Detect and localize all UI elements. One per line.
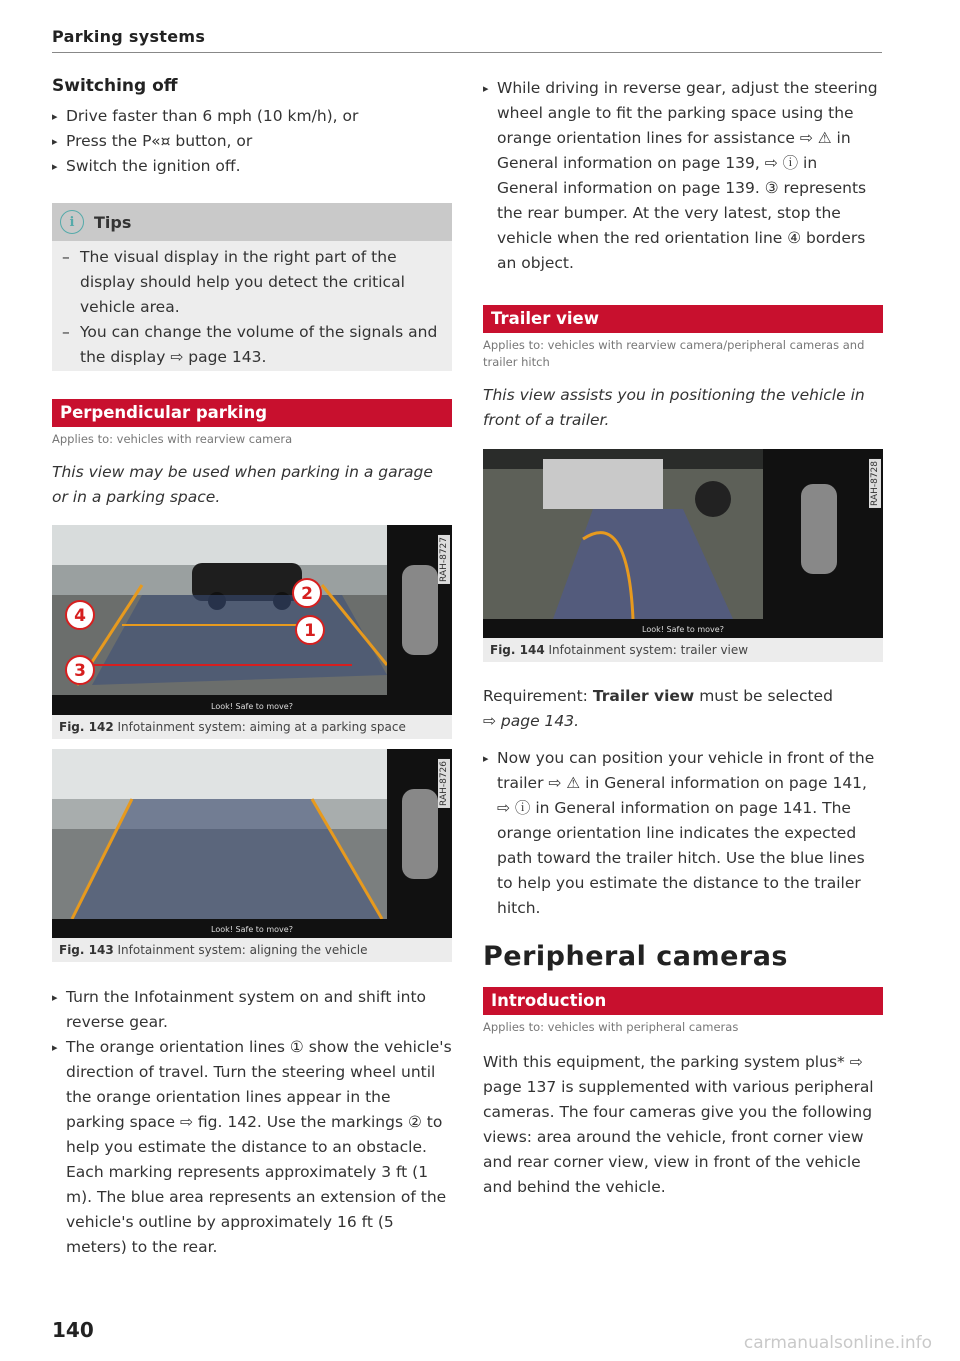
reverse-instruction: ▸ While driving in reverse gear, adjust the steering wheel angle to fit the parking space using the orange orientation lines for assistance ⇨ ⚠ in General information on page 139, ⇨ ⓘ in General information on page 139. ③ represents the rear bumper. At the very latest, stop the vehicle when the red orientation line ④ borders an object. — [483, 76, 883, 276]
applies-to-note: Applies to: vehicles with rearview camera/peripheral cameras and trailer hitch — [483, 338, 865, 369]
right-column — [483, 76, 883, 276]
figure-caption-text: Infotainment system: aligning the vehicle — [117, 943, 368, 957]
perpendicular-parking-bar: Perpendicular parking — [52, 399, 452, 427]
watermark: carmanualsonline.info — [743, 1333, 932, 1353]
figure-142 — [52, 525, 452, 739]
safety-message: Look! Safe to move? — [211, 925, 293, 934]
tips-box — [52, 203, 452, 371]
figure-caption — [52, 938, 452, 962]
introduction-bar: Introduction — [483, 987, 883, 1015]
instruction-steps — [52, 985, 452, 1260]
switching-off-heading: Switching off — [52, 76, 178, 96]
info-icon: i — [60, 210, 84, 234]
safety-message: Look! Safe to move? — [642, 625, 724, 634]
bullet-item: ▸ Switch the ignition off. — [52, 154, 452, 179]
page-number: 140 — [52, 1318, 94, 1342]
marker-3: 3 — [74, 661, 86, 681]
car-top-view — [801, 484, 837, 574]
marker-4: 4 — [74, 606, 86, 626]
car-top-view — [402, 565, 438, 655]
bullet-item: ▸ Press the P«¤ button, or — [52, 129, 452, 154]
trailer-view-bar: Trailer view — [483, 305, 883, 333]
trailer-intro: This view assists you in positioning the vehicle in front of a trailer. — [483, 386, 865, 429]
instruction-step: ▸ The orange orientation lines ① show the vehicle's direction of travel. Turn the steering wheel until the orange orientation lines appear in the parking space ⇨ fig. 142. Use the markings ② to help you estimate the distance to an obstacle. Each marking represents approximately 3 ft (1 m). The blue area represents an extension of the vehicle's outline by approximately 16 ft (5 meters) to the rear. — [52, 1035, 452, 1260]
perpendicular-section — [52, 399, 452, 510]
figure-caption — [52, 715, 452, 739]
left-column — [52, 76, 452, 179]
car-top-view — [402, 789, 438, 879]
figure-caption — [483, 638, 883, 662]
requirement-suffix: must be selected — [699, 687, 833, 705]
trailer-shape — [543, 459, 663, 509]
running-header: Parking systems — [52, 27, 206, 46]
header-rule — [52, 52, 882, 53]
requirement-prefix: Requirement: — [483, 687, 588, 705]
tips-item: – You can change the volume of the signals and the display ⇨ page 143. — [52, 320, 444, 370]
figure-reference: RAH-8727 — [439, 537, 449, 582]
rearview-camera-image — [52, 749, 452, 938]
applies-to-note: Applies to: vehicles with peripheral cameras — [483, 1020, 739, 1034]
figure-label: Fig. 142 — [59, 720, 114, 734]
perpendicular-intro: This view may be used when parking in a garage or in a parking space. — [52, 463, 433, 506]
applies-to-note: Applies to: vehicles with rearview camera — [52, 432, 293, 446]
camera-screen-144 — [483, 449, 883, 638]
figure-label: Fig. 144 — [490, 643, 545, 657]
marker-1: 1 — [304, 621, 316, 641]
bullet-item: ▸ Drive faster than 6 mph (10 km/h), or — [52, 104, 452, 129]
camera-screen-142 — [52, 525, 452, 715]
figure-143 — [52, 749, 452, 962]
peripheral-cameras-heading: Peripheral cameras — [483, 941, 788, 972]
figure-reference: RAH-8728 — [870, 461, 880, 506]
figure-caption-text: Infotainment system: aiming at a parking space — [117, 720, 406, 734]
tips-header — [52, 203, 452, 241]
requirement-bold: Trailer view — [592, 687, 695, 705]
figure-reference: RAH-8726 — [439, 761, 449, 806]
trailer-instruction: ▸ Now you can position your vehicle in front of the trailer ⇨ ⚠ in General information on page 141, ⇨ ⓘ in General information on page 141. The orange orientation line indicates the expected path toward the trailer hitch. Use the blue lines to help you estimate the distance to the trailer hitch. — [483, 746, 883, 921]
figure-label: Fig. 143 — [59, 943, 114, 957]
requirement-paragraph — [483, 684, 883, 921]
instruction-step: ▸ Turn the Infotainment system on and shift into reverse gear. — [52, 985, 452, 1035]
introduction-section — [483, 987, 883, 1200]
requirement-text — [483, 684, 883, 734]
requirement-ref[interactable]: ⇨ page 143. — [483, 712, 580, 730]
trailer-section — [483, 305, 883, 433]
tips-title: Tips — [94, 212, 132, 232]
camera-screen-143 — [52, 749, 452, 938]
figure-144 — [483, 449, 883, 662]
trailer-camera-image — [483, 449, 883, 638]
introduction-text: With this equipment, the parking system plus* ⇨ page 137 is supplemented with various peripheral cameras. The four cameras give you the following views: area around the vehicle, front corner view and rear corner view, view in front of the vehicle and behind the vehicle. — [483, 1053, 874, 1196]
tips-item: – The visual display in the right part of the display should help you detect the critical vehicle area. — [52, 245, 444, 320]
figure-caption-text: Infotainment system: trailer view — [548, 643, 749, 657]
marker-2: 2 — [301, 584, 313, 604]
rearview-camera-image — [52, 525, 452, 715]
safety-message: Look! Safe to move? — [211, 702, 293, 711]
